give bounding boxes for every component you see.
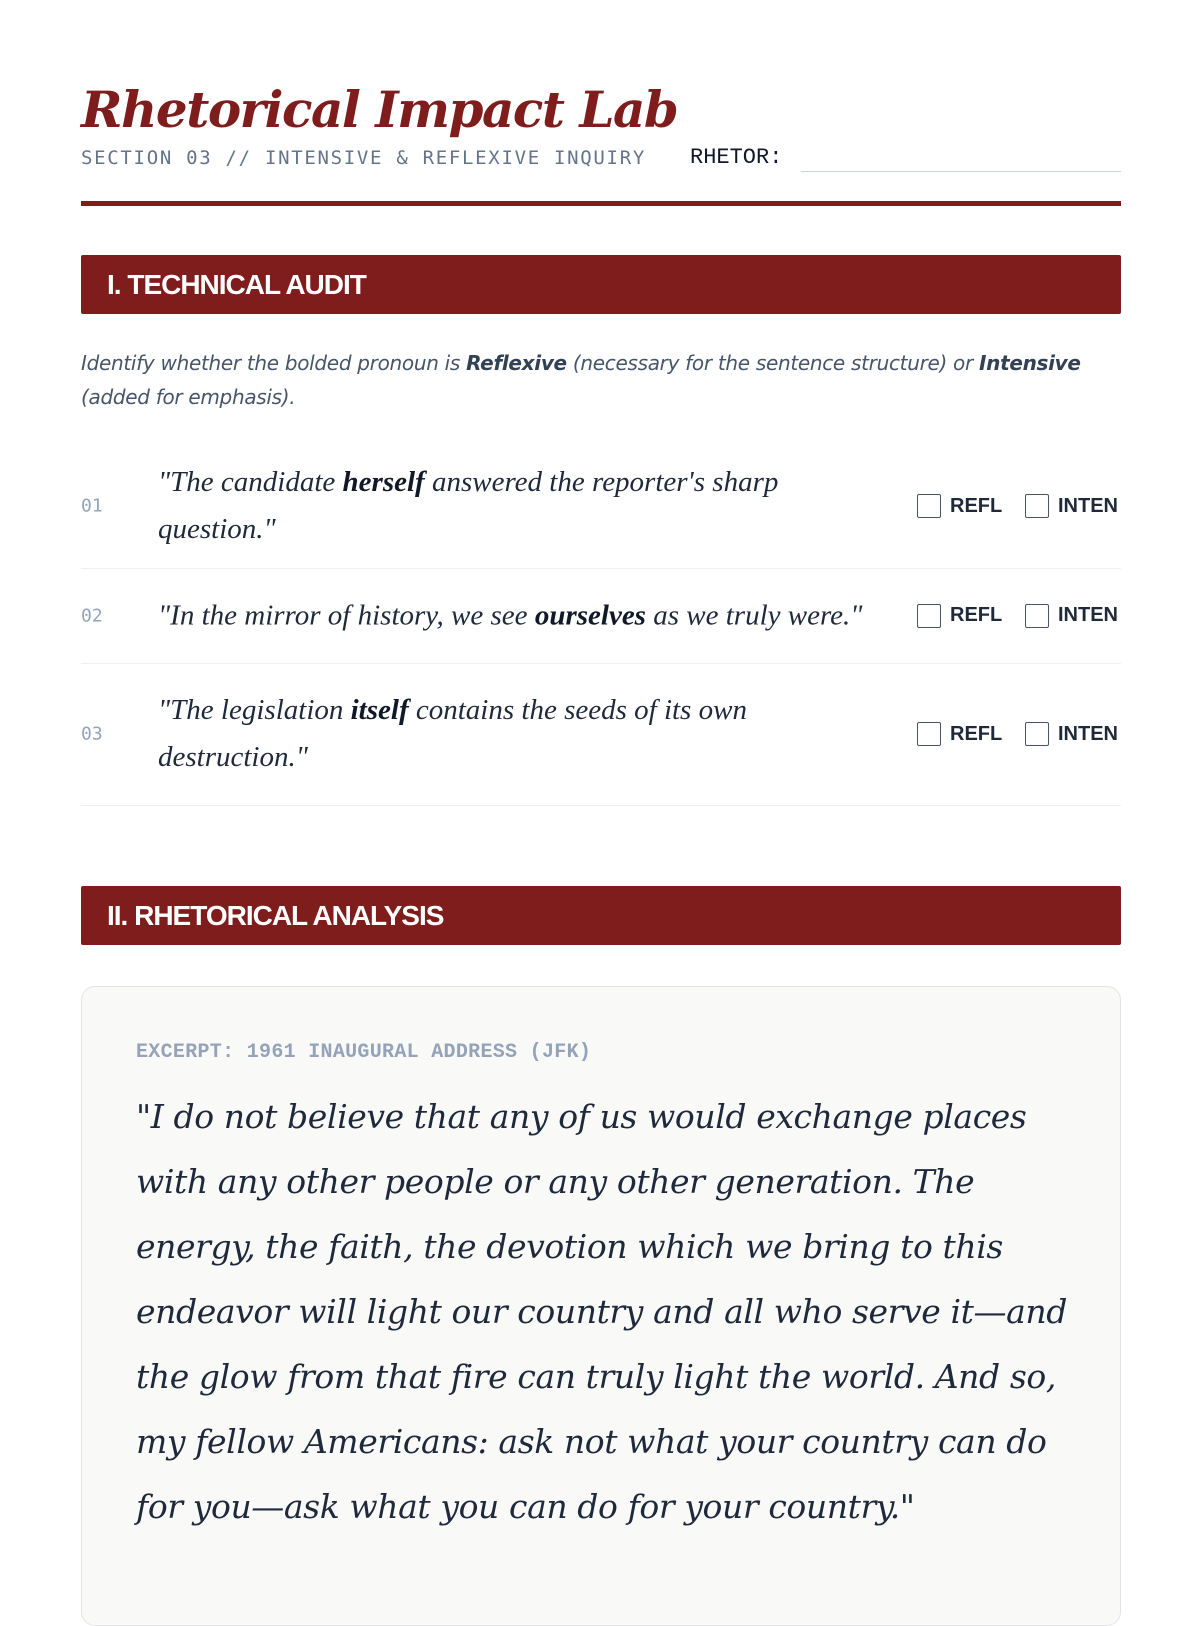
bold-pronoun: ourselves [534,599,646,631]
sentence-text: "In the mirror of history, we see [158,599,535,631]
inten-option[interactable] [1025,722,1118,746]
page-title: Rhetorical Impact Lab [81,80,678,139]
refl-label: REFL [950,494,1003,517]
audit-item-03 [81,663,1121,806]
section-title: II. RHETORICAL ANALYSIS [107,900,444,931]
sentence-text: as we truly were." [645,599,863,631]
inten-checkbox[interactable] [1025,494,1049,518]
sentence-text: "The legislation [158,694,351,726]
audit-instructions [81,346,1121,414]
audit-item-02 [81,568,1121,664]
section-header-technical-audit [81,255,1121,314]
instructions-text: (added for emphasis). [81,385,296,409]
item-sentence [158,592,918,639]
sentence-text: contains the seeds of its own destruction." [158,694,747,773]
bold-pronoun: herself [342,466,425,498]
sentence-text: "The candidate [158,466,343,498]
inten-label: INTEN [1058,494,1118,517]
refl-checkbox[interactable] [917,722,941,746]
refl-option[interactable] [917,604,1002,628]
item-sentence [158,459,818,553]
item-number: 03 [81,723,103,745]
header-divider [81,201,1121,206]
inten-label: INTEN [1058,604,1118,626]
item-number: 01 [81,495,103,517]
excerpt-card [81,986,1121,1626]
item-sentence [158,687,818,781]
section-header-rhetorical-analysis [81,886,1121,945]
inten-label: INTEN [1058,722,1118,745]
bold-pronoun: itself [350,694,409,726]
inten-checkbox[interactable] [1025,604,1049,628]
inten-checkbox[interactable] [1025,722,1049,746]
refl-checkbox[interactable] [917,494,941,518]
instructions-term-reflexive: Reflexive [466,351,567,375]
excerpt-quote: "I do not believe that any of us would exchange places with any other people or any other generation. The energy, the faith, the devotion which we bring to this endeavor will light our country and all who serve it—and the glow from that fire can truly light the world. And so, my fellow Americans: ask not what your country can do for you—ask what you can do for your country." [136,1097,1067,1526]
inten-option[interactable] [1025,604,1118,628]
instructions-term-intensive: Intensive [978,351,1081,375]
refl-option[interactable] [917,722,1002,746]
refl-checkbox[interactable] [917,604,941,628]
refl-option[interactable] [917,494,1002,518]
refl-label: REFL [950,722,1003,745]
instructions-text: (necessary for the sentence structure) or [566,351,979,375]
rhetor-label: RHETOR: [690,145,783,170]
instructions-text: Identify whether the bolded pronoun is [81,351,467,375]
audit-item-01 [81,444,1121,569]
inten-option[interactable] [1025,494,1118,518]
item-number: 02 [81,605,103,626]
refl-label: REFL [950,604,1003,626]
rhetor-name-input[interactable] [801,141,1121,172]
section-title: I. TECHNICAL AUDIT [107,269,366,300]
section-subtitle: SECTION 03 // INTENSIVE & REFLEXIVE INQUIRY [81,147,646,169]
sentence-text: answered the reporter's sharp question." [158,466,779,545]
excerpt-label: EXCERPT: 1961 INAUGURAL ADDRESS (JFK) [136,1041,592,1064]
